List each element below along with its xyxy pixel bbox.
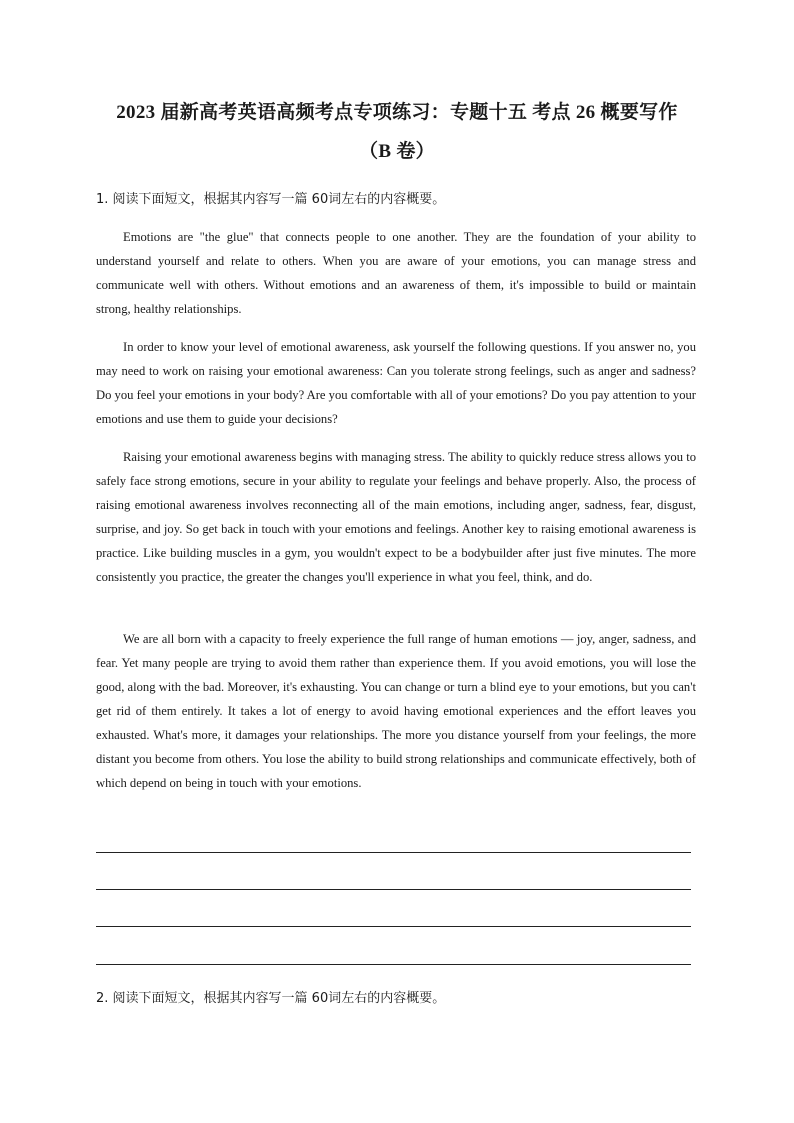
- question-2-prompt: 2. 阅读下面短文，根据其内容写一篇 60词左右的内容概要。: [96, 991, 446, 1006]
- answer-line[interactable]: [96, 964, 691, 965]
- passage-paragraph-1: Emotions are "the glue" that connects people to one another. They are the foundation of your ability to understand yourself and relate to others. When you are aware of your emotions, you can manage stress and communicate well with others. Without emotions and an awareness of them, it's impossible to build or maintain strong, healthy relationships.: [96, 230, 696, 316]
- passage-paragraph-4: We are all born with a capacity to freely experience the full range of human emotions — joy, anger, sadness, and fear. Yet many people are trying to avoid them rather than experience them. If you avoid emotions, you will lose the good, along with the bad. Moreover, it's exhausting. You can change or turn a blind eye to your emotions, but you can't get rid of them entirely. It takes a lot of energy to avoid having emotional experiences and the effort leaves you exhausted. What's more, it damages your relationships. The more you distance yourself from your feelings, the more distant you become from others. You lose the ability to build strong relationships and communicate effectively, both of which depend on being in touch with your emotions.: [96, 632, 696, 790]
- question-1-prompt: 1. 阅读下面短文，根据其内容写一篇 60词左右的内容概要。: [96, 192, 446, 207]
- document-title: 2023 届新高考英语高频考点专项练习：专题十五 考点 26 概要写作: [116, 102, 678, 123]
- answer-line[interactable]: [96, 889, 691, 890]
- answer-line[interactable]: [96, 852, 691, 853]
- passage-paragraph-2: In order to know your level of emotional awareness, ask yourself the following questions. If you answer no, you may need to work on raising your emotional awareness: Can you tolerate strong feelings, such as anger and sadness? Do you feel your emotions in your body? Are you comfortable with all of your emotions? Do you pay attention to your emotions and use them to guide your decisions?: [96, 340, 696, 426]
- passage-paragraph-3: Raising your emotional awareness begins with managing stress. The ability to quickly reduce stress allows you to safely face strong emotions, secure in your ability to regulate your feelings and behave properly. Also, the process of raising emotional awareness involves reconnecting all of the main emotions, including anger, sadness, fear, disgust, surprise, and joy. So get back in touch with your emotions and feelings. Another key to raising emotional awareness is practice. Like building muscles in a gym, you wouldn't expect to be a bodybuilder after just five minutes. The more consistently you practice, the greater the changes you'll experience in what you feel, think, and do.: [96, 450, 696, 584]
- answer-line[interactable]: [96, 926, 691, 927]
- document-subtitle: （B 卷）: [359, 141, 435, 162]
